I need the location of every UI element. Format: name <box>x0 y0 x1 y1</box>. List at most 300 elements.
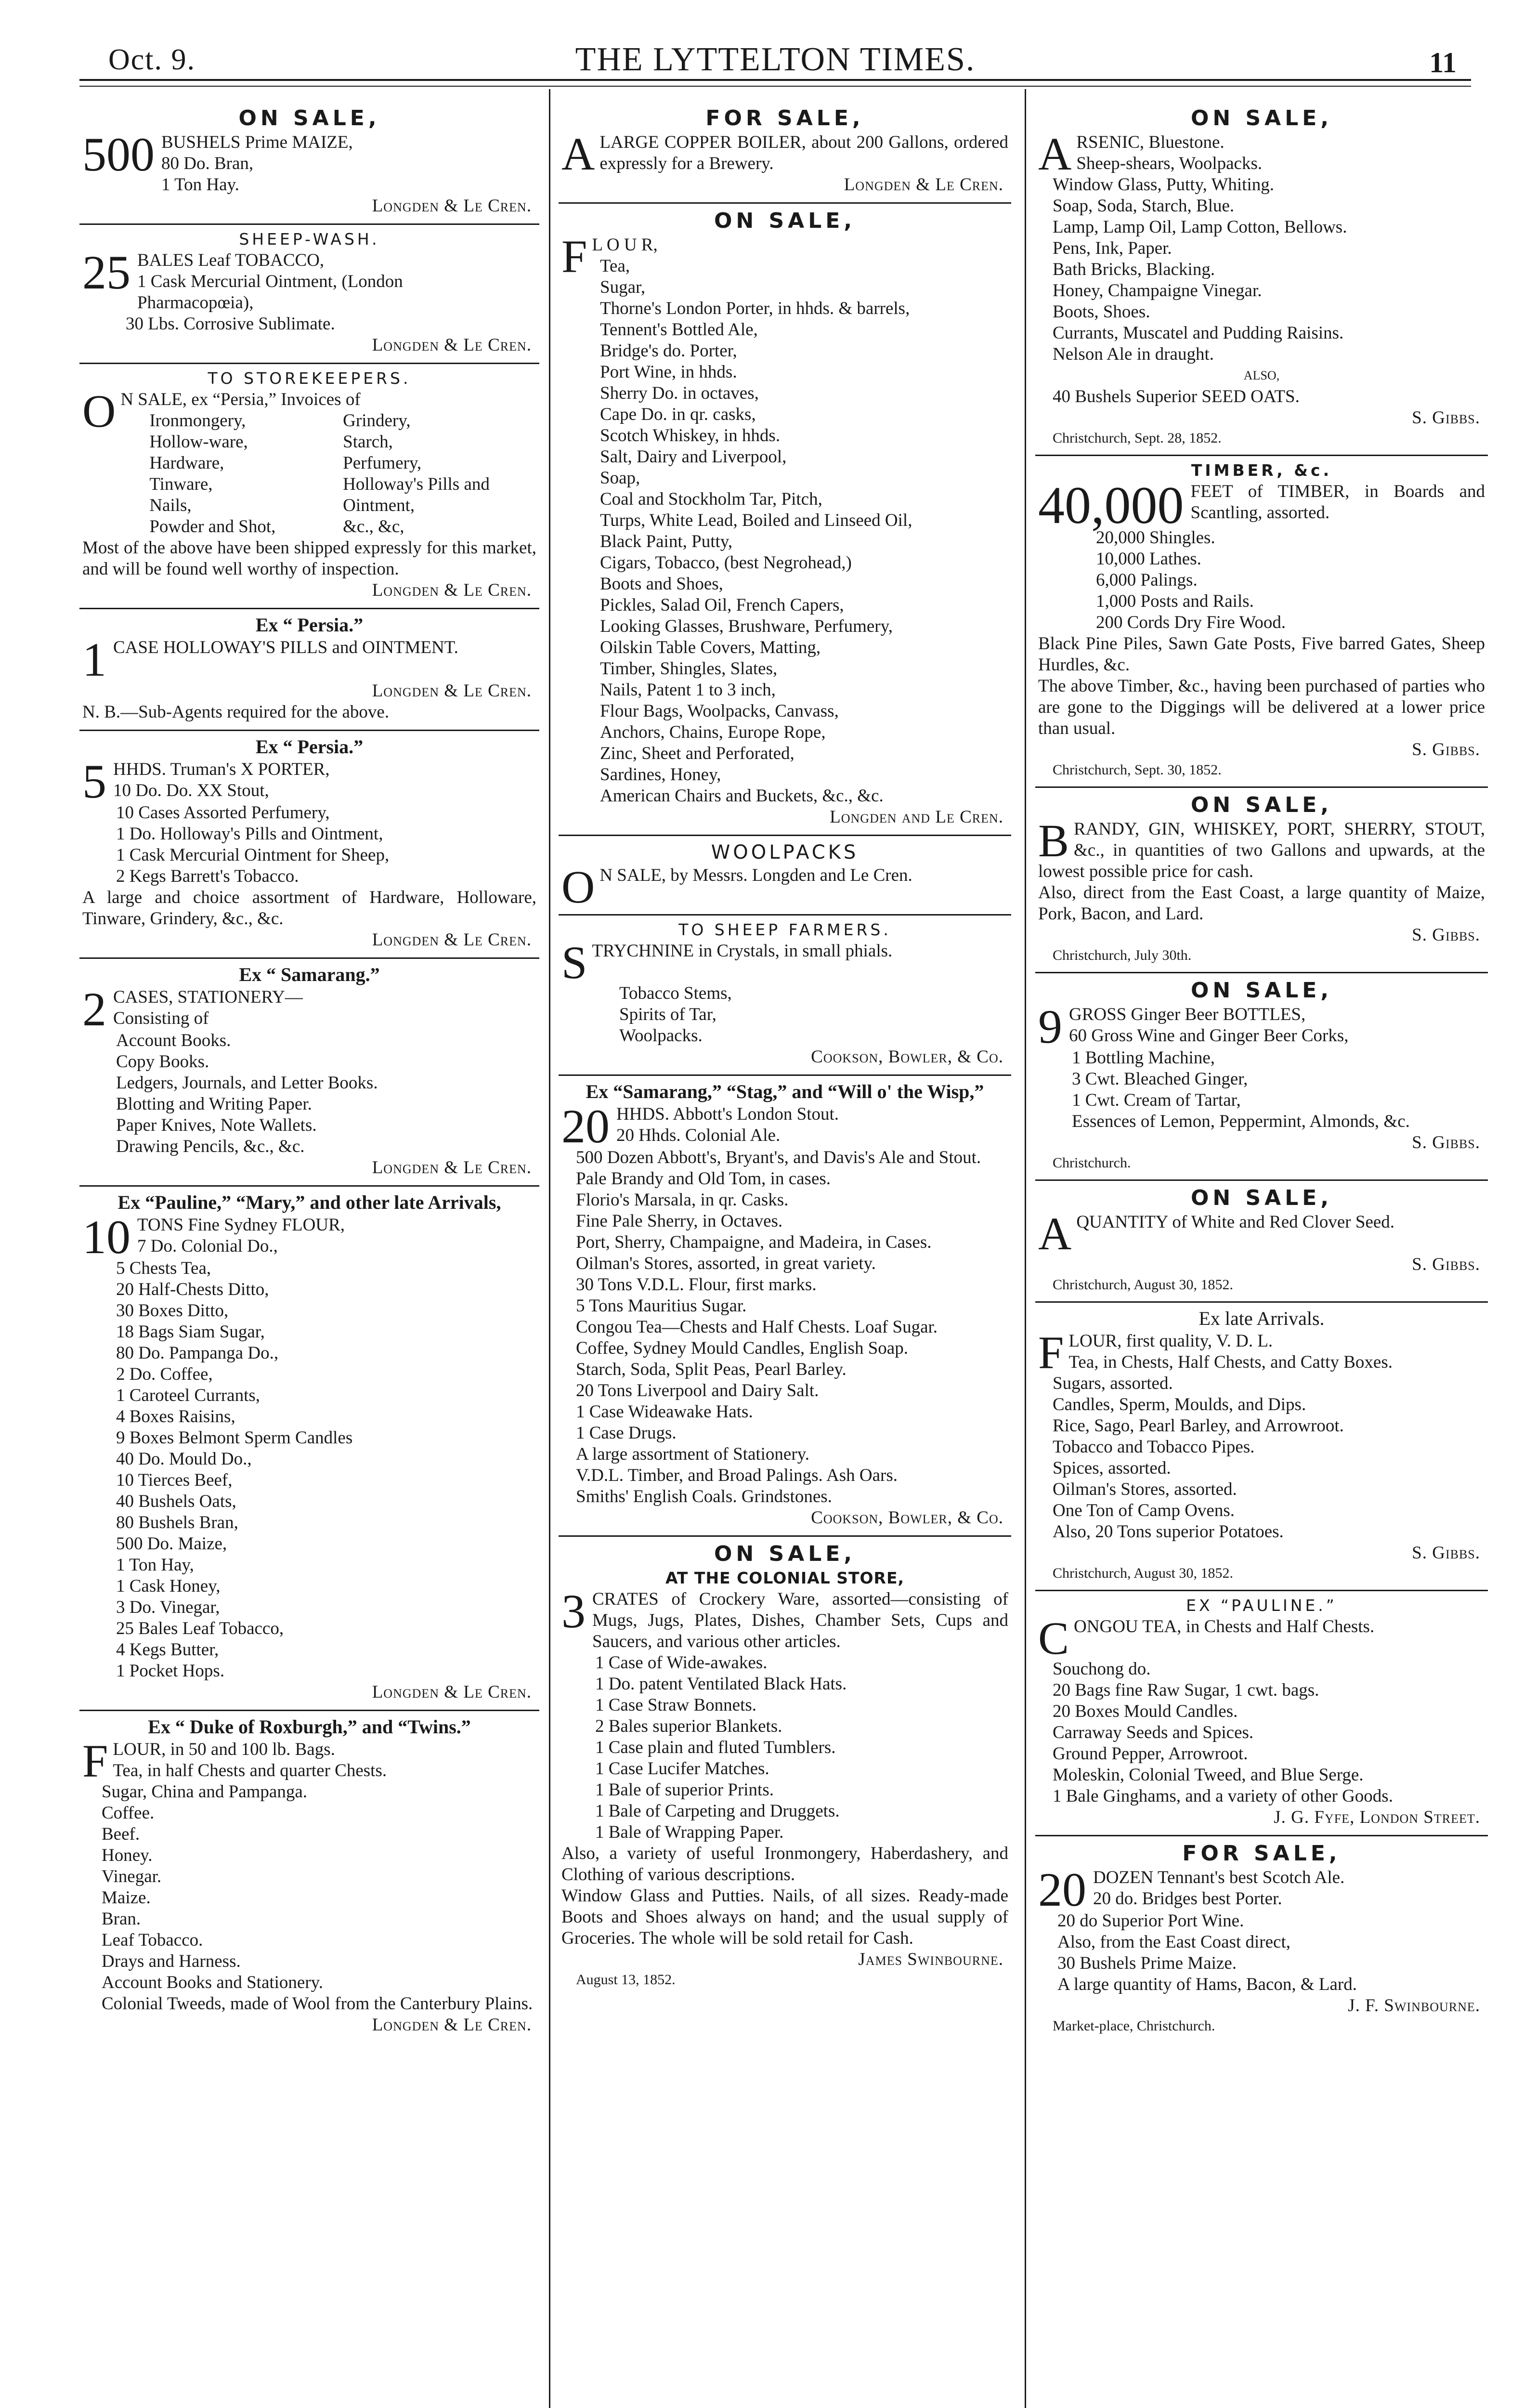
ad-line: HHDS. Truman's X PORTER, <box>113 759 330 779</box>
ad-item-grid <box>120 410 536 537</box>
ad-heading: Ex “ Persia.” <box>255 614 364 636</box>
ad-item: 25 Bales Leaf Tobacco, <box>116 1619 284 1638</box>
ad-line: RSENIC, Bluestone. <box>1076 132 1224 152</box>
drop-cap: S <box>561 937 587 988</box>
ad-item-list <box>82 802 536 887</box>
ad-text: Most of the above have been shipped expressly for this market, and will be found well worthy of inspection. <box>82 538 536 579</box>
ad-item: Blotting and Writing Paper. <box>116 1094 312 1114</box>
ad-item: 30 Bushels Prime Maize. <box>1057 1953 1237 1973</box>
ad-woolpacks <box>559 836 1011 916</box>
ad-quantity: 20 <box>1038 1863 1086 1916</box>
ad-item: Beef. <box>102 1824 140 1844</box>
drop-cap: B <box>1038 815 1069 866</box>
ad-item: 1 Caroteel Currants, <box>116 1386 260 1405</box>
ad-quantity: 1 <box>82 633 106 686</box>
column-2 <box>559 101 1011 2408</box>
ad-quantity: 25 <box>82 246 130 299</box>
ad-item: Tennent's Bottled Ale, <box>600 320 758 340</box>
ad-text: Window Glass and Putties. Nails, of all sizes. Ready-made Boots and Shoes always on hand; and the usual supply of Groceries. The whole will be sold retail for Cash. <box>561 1886 1008 1948</box>
ad-item: Soap, Soda, Starch, Blue. <box>1053 196 1235 216</box>
ad-item: Nails, Patent 1 to 3 inch, <box>600 680 776 700</box>
ad-heading: Ex late Arrivals. <box>1198 1308 1325 1329</box>
ad-heading: SHEEP-WASH. <box>239 230 380 249</box>
ad-storekeepers <box>79 364 539 609</box>
column-3 <box>1035 101 1488 2408</box>
ad-item: 2 Kegs Barrett's Tobacco. <box>116 866 299 886</box>
ad-item: Drawing Pencils, &c., &c. <box>116 1137 305 1156</box>
ad-text: RANDY, GIN, WHISKEY, PORT, SHERRY, STOUT, &c., in quantities of two Gallons and upwards, at the lowest possible price for cash. <box>1038 819 1485 881</box>
ad-item: Zinc, Sheet and Perforated, <box>600 744 795 763</box>
ad-item: Looking Glasses, Brushware, Perfumery, <box>600 616 893 636</box>
ad-item-list <box>561 256 1008 807</box>
ad-signature: S. Gibbs. <box>1412 1133 1480 1152</box>
ad-item: Also, from the East Coast direct, <box>1057 1932 1290 1952</box>
ad-line: 1 Cask Mercurial Ointment, (London <box>137 272 403 291</box>
ad-text: Also, a variety of useful Ironmongery, Haberdashery, and Clothing of various descriptions. <box>561 1844 1008 1885</box>
ad-item: 1 Case Wideawake Hats. <box>576 1402 753 1422</box>
ad-item: 1 Bale of superior Prints. <box>595 1780 774 1800</box>
ad-item: Oilskin Table Covers, Matting, <box>600 638 821 657</box>
ad-quantity: 40,000 <box>1038 476 1184 535</box>
ad-flour-general <box>559 204 1011 836</box>
ad-heading: ON SALE, <box>238 106 380 131</box>
ad-signature: Longden & Le Cren. <box>372 196 532 216</box>
ad-item: 6,000 Palings. <box>1096 570 1198 590</box>
ad-strychnine <box>559 916 1011 1076</box>
ad-item: 2 Bales superior Blankets. <box>595 1716 782 1736</box>
ad-line: BUSHELS Prime MAIZE, <box>161 132 353 152</box>
ad-item: Account Books. <box>116 1031 231 1050</box>
ad-item: 20 Boxes Mould Candles. <box>1053 1701 1238 1721</box>
ad-sheep-wash <box>79 225 539 364</box>
ad-item: Hollow-ware, <box>149 432 248 452</box>
ad-text: The above Timber, &c., having been purchased of parties who are gone to the Diggings will be delivered at a lower price than usual. <box>1038 676 1485 738</box>
ad-maize <box>79 101 539 225</box>
ad-text: ONGOU TEA, in Chests and Half Chests. <box>1074 1617 1375 1636</box>
ad-item: Essences of Lemon, Peppermint, Almonds, &c. <box>1072 1112 1410 1131</box>
ad-line: N SALE, ex “Persia,” Invoices of <box>120 390 361 409</box>
ad-item: 1 Case Drugs. <box>576 1423 677 1443</box>
ad-roxburgh <box>79 1711 539 2042</box>
ad-item: 40 Do. Mould Do., <box>116 1449 252 1469</box>
ad-signature: Longden & Le Cren. <box>372 335 532 355</box>
ad-item: Maize. <box>102 1888 151 1908</box>
ad-item-list <box>82 1781 536 2015</box>
ad-text: N SALE, by Messrs. Longden and Le Cren. <box>599 865 912 885</box>
ad-signature: Longden & Le Cren. <box>372 2015 532 2035</box>
ad-item: Coffee. <box>102 1803 155 1823</box>
ad-item: 10 Cases Assorted Perfumery, <box>116 803 330 823</box>
ad-item: 30 Boxes Ditto, <box>116 1301 229 1321</box>
ad-item: Also, 20 Tons superior Potatoes. <box>1053 1522 1284 1542</box>
ad-signature: S. Gibbs. <box>1412 1255 1480 1274</box>
ad-item: Vinegar. <box>102 1867 162 1886</box>
ad-subheading: AT THE COLONIAL STORE, <box>665 1569 905 1587</box>
ad-line: Tea, in half Chests and quarter Chests. <box>113 1761 387 1780</box>
drop-cap: F <box>1038 1327 1064 1378</box>
ad-item: Tea, <box>600 256 630 276</box>
ad-item: 1 Do. patent Ventilated Black Hats. <box>595 1674 847 1694</box>
drop-cap: F <box>561 231 587 282</box>
ad-item: Leaf Tobacco. <box>102 1930 203 1950</box>
ad-item: Oilman's Stores, assorted, in great variety. <box>576 1254 876 1273</box>
ad-item: 20 Bags fine Raw Sugar, 1 cwt. bags. <box>1053 1680 1319 1700</box>
header-rule <box>79 86 1471 87</box>
ad-stationery <box>79 959 539 1187</box>
ad-signature: Cookson, Bowler, & Co. <box>811 1047 1003 1067</box>
ad-item: Bath Bricks, Blacking. <box>1053 260 1215 279</box>
ad-ex-late-arrivals <box>1035 1303 1488 1591</box>
ad-item: Nails, <box>149 496 192 515</box>
ad-date: Christchurch. <box>1053 1155 1131 1171</box>
ad-signature: Longden & Le Cren. <box>372 1158 532 1178</box>
ad-heading: Ex “ Persia.” <box>255 736 364 758</box>
ad-line: ALSO, <box>1243 368 1280 382</box>
ad-signature: James Swinbourne. <box>858 1950 1003 1969</box>
ad-abbotts-stout <box>559 1076 1011 1537</box>
ad-item: Thorne's London Porter, in hhds. & barrels, <box>600 299 910 318</box>
ad-item: Holloway's Pills and <box>343 474 490 494</box>
ad-item: 20,000 Shingles. <box>1096 528 1215 548</box>
ad-item: Anchors, Chains, Europe Rope, <box>600 722 826 742</box>
newspaper-title: THE LYTTELTON TIMES. <box>575 41 976 78</box>
ad-item: Coffee, Sydney Mould Candles, English Soap. <box>576 1338 908 1358</box>
ad-heading: ON SALE, <box>1190 106 1333 131</box>
ad-item: Starch, <box>343 432 393 452</box>
ad-quantity: 5 <box>82 755 106 808</box>
ad-item: Perfumery, <box>343 453 422 473</box>
ad-heading: ON SALE, <box>714 209 856 233</box>
ad-item: Pale Brandy and Old Tom, in cases. <box>576 1169 831 1189</box>
ad-signature: S. Gibbs. <box>1412 740 1480 759</box>
ad-line: 7 Do. Colonial Do., <box>137 1236 278 1256</box>
ad-item: 1 Ton Hay, <box>116 1555 194 1575</box>
ad-line: TONS Fine Sydney FLOUR, <box>137 1215 345 1235</box>
ad-heading: Ex “ Samarang.” <box>239 964 380 985</box>
ad-item: Ledgers, Journals, and Letter Books. <box>116 1073 378 1093</box>
ad-item: 1 Bottling Machine, <box>1072 1048 1215 1068</box>
ad-item-list <box>1038 1911 1485 1995</box>
ad-item: 3 Cwt. Bleached Ginger, <box>1072 1069 1248 1089</box>
ad-heading: Ex “Samarang,” “Stag,” and “Will o' the Wisp,” <box>586 1081 984 1102</box>
ad-line: 10 Do. Do. XX Stout, <box>113 781 269 800</box>
ad-item: &c., &c, <box>343 517 404 537</box>
ad-item: Black Paint, Putty, <box>600 532 733 551</box>
ad-item: Carraway Seeds and Spices. <box>1053 1723 1254 1742</box>
ad-item: 1 Bale of Carpeting and Druggets. <box>595 1801 840 1821</box>
ad-line: CASES, STATIONERY— <box>113 987 303 1007</box>
ad-item: 20 do Superior Port Wine. <box>1057 1911 1244 1931</box>
ad-late-arrivals <box>79 1187 539 1711</box>
ad-item: Powder and Shot, <box>149 517 276 537</box>
issue-date: Oct. 9. <box>108 43 196 76</box>
ad-item: Hardware, <box>149 453 224 473</box>
ad-item: 1 Bale Ginghams, and a variety of other Goods. <box>1053 1786 1393 1806</box>
ad-note: N. B.—Sub-Agents required for the above. <box>82 702 390 722</box>
drop-cap: O <box>82 385 116 437</box>
ad-item: 1 Case plain and fluted Tumblers. <box>595 1738 836 1757</box>
ad-item: Salt, Dairy and Liverpool, <box>600 447 787 467</box>
ad-item: Florio's Marsala, in qr. Casks. <box>576 1190 789 1210</box>
ad-signature: Longden & Le Cren. <box>372 580 532 600</box>
ad-item-list <box>82 1030 536 1157</box>
ad-item: Window Glass, Putty, Whiting. <box>1053 175 1274 195</box>
drop-cap: A <box>1038 1208 1072 1259</box>
column-divider <box>549 89 550 2408</box>
ad-item: Sugars, assorted. <box>1053 1374 1173 1393</box>
ad-date: Christchurch, Sept. 30, 1852. <box>1053 762 1222 778</box>
ad-item: Paper Knives, Note Wallets. <box>116 1115 317 1135</box>
ad-heading: FOR SALE, <box>705 106 864 131</box>
ad-item: V.D.L. Timber, and Broad Palings. Ash Oars. <box>576 1466 898 1485</box>
ad-quantity: 9 <box>1038 1000 1062 1053</box>
ad-item: 10 Tierces Beef, <box>116 1470 233 1490</box>
ad-line: 60 Gross Wine and Ginger Beer Corks, <box>1069 1026 1349 1046</box>
ad-scotch-ale <box>1035 1836 1488 2042</box>
ad-line: LOUR, first quality, V. D. L. <box>1068 1331 1273 1351</box>
ad-text: Black Pine Piles, Sawn Gate Posts, Five barred Gates, Sheep Hurdles, &c. <box>1038 634 1485 675</box>
ad-signature: Longden and Le Cren. <box>830 807 1003 827</box>
ad-item: 1 Cask Honey, <box>116 1576 221 1596</box>
column-divider <box>1025 89 1026 2408</box>
ad-line: 40 Bushels Superior SEED OATS. <box>1053 387 1300 406</box>
ad-line: 20 Hhds. Colonial Ale. <box>616 1125 781 1145</box>
ad-item: Honey. <box>102 1845 153 1865</box>
ad-signature: S. Gibbs. <box>1412 408 1480 428</box>
ad-date: Christchurch, July 30th. <box>1053 947 1192 963</box>
ad-ginger-beer <box>1035 973 1488 1181</box>
ad-line: 20 do. Bridges best Porter. <box>1093 1889 1282 1909</box>
ad-item: 1 Case Lucifer Matches. <box>595 1759 769 1779</box>
ad-item: Honey, Champaigne Vinegar. <box>1053 281 1262 301</box>
ad-quantity: 20 <box>561 1099 610 1153</box>
ad-item: Sugar, China and Pampanga. <box>102 1782 308 1802</box>
ad-item: 1 Bale of Wrapping Paper. <box>595 1822 784 1842</box>
ad-item: A large assortment of Stationery. <box>576 1444 810 1464</box>
ad-heading: ON SALE, <box>714 1542 856 1566</box>
ad-item: Cape Do. in qr. casks, <box>600 405 756 424</box>
drop-cap: A <box>1038 128 1072 180</box>
ad-text: TRYCHNINE in Crystals, in small phials. <box>592 941 893 961</box>
drop-cap: F <box>82 1735 108 1787</box>
ad-signature: S. Gibbs. <box>1412 1543 1480 1563</box>
ad-item-list <box>1038 174 1485 365</box>
ad-item: Soap, <box>600 468 640 488</box>
ad-item: Fine Pale Sherry, in Octaves. <box>576 1211 783 1231</box>
ad-text: Also, direct from the East Coast, a large quantity of Maize, Pork, Bacon, and Lard. <box>1038 883 1485 924</box>
ad-item: Turps, White Lead, Boiled and Linseed Oil, <box>600 510 912 530</box>
ad-line: 30 Lbs. Corrosive Sublimate. <box>126 314 335 334</box>
ad-item: Moleskin, Colonial Tweed, and Blue Serge. <box>1053 1765 1364 1785</box>
ad-item: Timber, Shingles, Slates, <box>600 659 778 679</box>
ad-item: 9 Boxes Belmont Sperm Candles <box>116 1428 353 1448</box>
ad-quantity: 3 <box>561 1584 586 1638</box>
ad-item: Ointment, <box>343 496 415 515</box>
ad-item: 4 Kegs Butter, <box>116 1640 219 1660</box>
ad-item: Pens, Ink, Paper. <box>1053 238 1172 258</box>
ad-item: Account Books and Stationery. <box>102 1973 324 1992</box>
ad-item: Sherry Do. in octaves, <box>600 383 759 403</box>
ad-item-list <box>1038 1047 1485 1132</box>
page-number: 11 <box>1429 47 1457 79</box>
ad-item: Tinware, <box>149 474 213 494</box>
ad-item: Grindery, <box>343 411 411 431</box>
ad-heading: WOOLPACKS <box>711 841 859 864</box>
ad-colonial-store <box>559 1537 1011 1996</box>
ad-item: Woolpacks. <box>619 1026 703 1046</box>
ad-heading: FOR SALE, <box>1182 1841 1341 1866</box>
ad-item: 2 Do. Coffee, <box>116 1364 213 1384</box>
ad-item: Cigars, Tobacco, (best Negrohead,) <box>600 553 852 573</box>
ad-item: 40 Bushels Oats, <box>116 1492 236 1511</box>
ad-line: L O U R, <box>592 235 658 255</box>
ad-date: Christchurch, August 30, 1852. <box>1053 1565 1233 1581</box>
ad-copper-boiler <box>559 101 1011 204</box>
ad-item: 1 Cwt. Cream of Tartar, <box>1072 1090 1241 1110</box>
ad-congou-tea <box>1035 1591 1488 1836</box>
ad-item: 18 Bags Siam Sugar, <box>116 1322 265 1342</box>
ad-text: QUANTITY of White and Red Clover Seed. <box>1076 1212 1395 1232</box>
ad-signature: J. G. Fyfe, London Street. <box>1274 1807 1480 1827</box>
ad-item: Souchong do. <box>1053 1659 1151 1679</box>
ad-line: CASE HOLLOWAY'S PILLS and OINTMENT. <box>113 638 458 657</box>
ad-item: 10,000 Lathes. <box>1096 549 1201 569</box>
ad-item: Pickles, Salad Oil, French Capers, <box>600 595 844 615</box>
ad-item: Nelson Ale in draught. <box>1053 344 1214 364</box>
ad-text: Tea, in Chests, Half Chests, and Catty Boxes. <box>1068 1352 1393 1372</box>
ad-item: 80 Bushels Bran, <box>116 1513 238 1532</box>
ad-item: 1 Case of Wide-awakes. <box>595 1653 768 1673</box>
ad-signature: J. F. Swinbourne. <box>1348 1996 1480 2015</box>
ad-heading: TIMBER, &c. <box>1191 461 1332 480</box>
ad-item: One Ton of Camp Ovens. <box>1053 1501 1235 1520</box>
ad-item: Currants, Muscatel and Pudding Raisins. <box>1053 323 1344 343</box>
drop-cap: C <box>1038 1612 1069 1664</box>
ad-item: A large quantity of Hams, Bacon, & Lard. <box>1057 1975 1357 1994</box>
ad-item: Tobacco and Tobacco Pipes. <box>1053 1437 1255 1457</box>
ad-date: August 13, 1852. <box>576 1972 676 1988</box>
ad-item: Rice, Sago, Pearl Barley, and Arrowroot. <box>1053 1416 1344 1436</box>
ad-line: Pharmacopœia), <box>137 293 254 313</box>
ad-item: 1,000 Posts and Rails. <box>1096 591 1254 611</box>
ad-text: LARGE COPPER BOILER, about 200 Gallons, ordered expressly for a Brewery. <box>599 132 1008 173</box>
ad-item: Boots, Shoes. <box>1053 302 1150 322</box>
ad-item: 5 Tons Mauritius Sugar. <box>576 1296 747 1316</box>
ad-item: 1 Pocket Hops. <box>116 1661 225 1681</box>
ad-item: 20 Tons Liverpool and Dairy Salt. <box>576 1381 819 1400</box>
ad-item: 1 Do. Holloway's Pills and Ointment, <box>116 824 383 844</box>
ad-item: American Chairs and Buckets, &c., &c. <box>600 786 884 806</box>
ad-item-list <box>1038 1373 1485 1543</box>
ad-heading: ON SALE, <box>1190 1186 1333 1210</box>
ad-item: Colonial Tweeds, made of Wool from the Canterbury Plains. <box>102 1994 533 2014</box>
ad-line: DOZEN Tennant's best Scotch Ale. <box>1093 1868 1345 1887</box>
ad-item: Sugar, <box>600 277 646 297</box>
ad-item: Port Wine, in hhds. <box>600 362 737 382</box>
ad-brandy <box>1035 788 1488 973</box>
ad-line: BALES Leaf TOBACCO, <box>137 250 325 270</box>
ad-item: Coal and Stockholm Tar, Pitch, <box>600 489 822 509</box>
ad-item: 1 Cask Mercurial Ointment for Sheep, <box>116 845 390 865</box>
ad-item: 3 Do. Vinegar, <box>116 1597 220 1617</box>
ad-line: HHDS. Abbott's London Stout. <box>616 1104 839 1124</box>
ad-arsenic <box>1035 101 1488 456</box>
ad-item: 1 Case Straw Bonnets. <box>595 1695 757 1715</box>
ad-item-list <box>1038 1659 1485 1807</box>
ad-item-list <box>1038 527 1485 633</box>
ad-holloway <box>79 609 539 731</box>
ad-item-list <box>561 1147 1008 1507</box>
ad-item: Port, Sherry, Champaigne, and Madeira, in Cases. <box>576 1232 932 1252</box>
ad-item: 80 Do. Pampanga Do., <box>116 1343 279 1363</box>
column-1 <box>79 101 539 2408</box>
ad-date: Market-place, Christchurch. <box>1053 2018 1215 2034</box>
ad-line: Consisting of <box>113 1008 209 1028</box>
ad-item: Boots and Shoes, <box>600 574 723 594</box>
ad-item-list <box>82 1258 536 1682</box>
ad-line: 80 Do. Bran, <box>161 154 254 173</box>
ad-item: Spirits of Tar, <box>619 1005 716 1024</box>
ad-item: Bridge's do. Porter, <box>600 341 737 361</box>
ad-quantity: 2 <box>82 982 106 1036</box>
ad-item: 20 Half-Chests Ditto, <box>116 1280 269 1299</box>
masthead <box>79 40 1471 81</box>
ad-signature: Longden & Le Cren. <box>372 930 532 950</box>
ad-item: Sardines, Honey, <box>600 765 721 785</box>
ad-signature: Longden & Le Cren. <box>372 681 532 701</box>
ad-item: 200 Cords Dry Fire Wood. <box>1096 613 1286 632</box>
ad-item: Congou Tea—Chests and Half Chests. Loaf Sugar. <box>576 1317 938 1337</box>
ad-heading: ON SALE, <box>1190 793 1333 817</box>
ad-heading: ON SALE, <box>1190 978 1333 1003</box>
ad-quantity: 500 <box>82 128 155 181</box>
ad-item: 30 Tons V.D.L. Flour, first marks. <box>576 1275 817 1295</box>
ad-heading: Ex “Pauline,” “Mary,” and other late Arrivals, <box>117 1191 501 1213</box>
ad-signature: S. Gibbs. <box>1412 925 1480 945</box>
ad-item: Starch, Soda, Split Peas, Pearl Barley. <box>576 1360 847 1379</box>
ad-item: 500 Do. Maize, <box>116 1534 227 1554</box>
ad-item: Candles, Sperm, Moulds, and Dips. <box>1053 1395 1306 1414</box>
drop-cap: O <box>561 861 595 913</box>
ad-signature: Cookson, Bowler, & Co. <box>811 1508 1003 1528</box>
ad-line: 1 Ton Hay. <box>161 175 239 195</box>
ad-item: Drays and Harness. <box>102 1951 241 1971</box>
ad-item: Bran. <box>102 1909 141 1929</box>
ad-quantity: 10 <box>82 1210 130 1264</box>
ad-item: Lamp, Lamp Oil, Lamp Cotton, Bellows. <box>1053 217 1347 237</box>
ad-item: Flour Bags, Woolpacks, Canvass, <box>600 701 839 721</box>
ad-item: Smiths' English Coals. Grindstones. <box>576 1487 832 1506</box>
ad-item-list <box>561 983 1008 1047</box>
ad-item: Ground Pepper, Arrowroot. <box>1053 1744 1248 1764</box>
ad-timber <box>1035 456 1488 788</box>
drop-cap: A <box>561 128 595 180</box>
ad-item: Oilman's Stores, assorted. <box>1053 1479 1237 1499</box>
ad-signature: Longden & Le Cren. <box>372 1682 532 1702</box>
ad-item: 4 Boxes Raisins, <box>116 1407 235 1426</box>
ad-item: Copy Books. <box>116 1052 209 1072</box>
ad-item: Ironmongery, <box>149 411 246 431</box>
ad-porter <box>79 731 539 959</box>
ad-clover-seed <box>1035 1181 1488 1303</box>
ad-item: 5 Chests Tea, <box>116 1258 211 1278</box>
ad-line: Sheep-shears, Woolpacks. <box>1076 154 1263 173</box>
ad-text: A large and choice assortment of Hardware, Holloware, Tinware, Grindery, &c., &c. <box>82 888 536 929</box>
ad-item: 500 Dozen Abbott's, Bryant's, and Davis's Ale and Stout. <box>576 1148 981 1167</box>
ad-item: Scotch Whiskey, in hhds. <box>600 426 781 445</box>
ad-line: GROSS Ginger Beer BOTTLES, <box>1069 1005 1306 1024</box>
ad-heading: TO SHEEP FARMERS. <box>678 920 891 939</box>
